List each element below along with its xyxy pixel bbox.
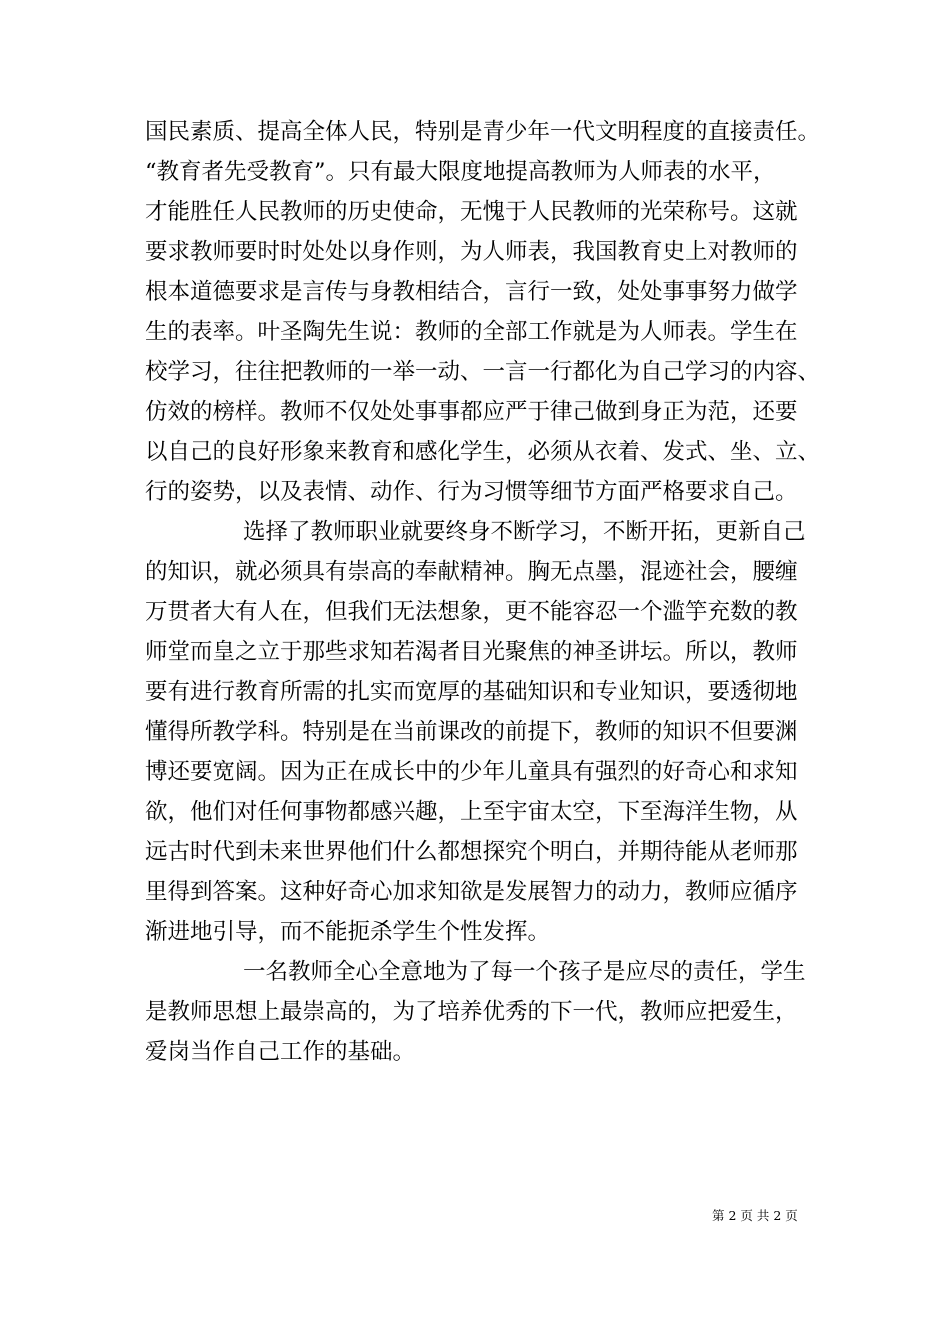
text-line: 的知识，就必须具有崇高的奉献精神。胸无点墨，混迹社会，腰缠 [145, 559, 798, 585]
text-line: 万贯者大有人在，但我们无法想象，更不能容忍一个滥竽充数的教 [145, 599, 798, 625]
text-line: 校学习，往往把教师的一举一动、一言一行都化为自己学习的内容、 [145, 359, 821, 385]
text-line: 才能胜任人民教师的历史使命，无愧于人民教师的光荣称号。这就 [145, 199, 798, 225]
text-line: 生的表率。叶圣陶先生说：教师的全部工作就是为人师表。学生在 [145, 319, 798, 345]
text-line: 欲，他们对任何事物都感兴趣，上至宇宙太空，下至海洋生物，从 [145, 799, 798, 825]
paragraph-first-line: 一名教师全心全意地为了每一个孩子是应尽的责任，学生 [243, 959, 806, 985]
text-line: 博还要宽阔。因为正在成长中的少年儿童具有强烈的好奇心和求知 [145, 759, 798, 785]
text-line: 国民素质、提高全体人民，特别是青少年一代文明程度的直接责任。 [145, 119, 821, 145]
body-text [145, 112, 821, 1072]
text-line: 渐进地引导，而不能扼杀学生个性发挥。 [145, 919, 551, 945]
text-line: 仿效的榜样。教师不仅处处事事都应严于律己做到身正为范，还要 [145, 399, 798, 425]
text-line: 根本道德要求是言传与身教相结合，言行一致，处处事事努力做学 [145, 279, 798, 305]
text-line: 里得到答案。这种好奇心加求知欲是发展智力的动力，教师应循序 [145, 879, 798, 905]
text-line: 行的姿势，以及表情、动作、行为习惯等细节方面严格要求自己。 [145, 479, 798, 505]
text-line: “教育者先受教育”。只有最大限度地提高教师为人师表的水平， [145, 159, 776, 185]
text-line: 以自己的良好形象来教育和感化学生，必须从衣着、发式、坐、立、 [145, 439, 821, 465]
paragraph-first-line: 选择了教师职业就要终身不断学习，不断开拓，更新自己 [243, 519, 806, 545]
text-line: 远古时代到未来世界他们什么都想探究个明白，并期待能从老师那 [145, 839, 798, 865]
text-line: 要有进行教育所需的扎实而宽厚的基础知识和专业知识，要透彻地 [145, 679, 798, 705]
text-line: 懂得所教学科。特别是在当前课改的前提下，教师的知识不但要渊 [145, 719, 798, 745]
text-line: 爱岗当作自己工作的基础。 [145, 1039, 416, 1065]
text-line: 是教师思想上最崇高的，为了培养优秀的下一代，教师应把爱生， [145, 999, 798, 1025]
text-line: 师堂而皇之立于那些求知若渴者目光聚焦的神圣讲坛。所以，教师 [145, 639, 798, 665]
text-line: 要求教师要时时处处以身作则，为人师表，我国教育史上对教师的 [145, 239, 798, 265]
page-number-footer: 第 2 页 共 2 页 [712, 1208, 798, 1223]
